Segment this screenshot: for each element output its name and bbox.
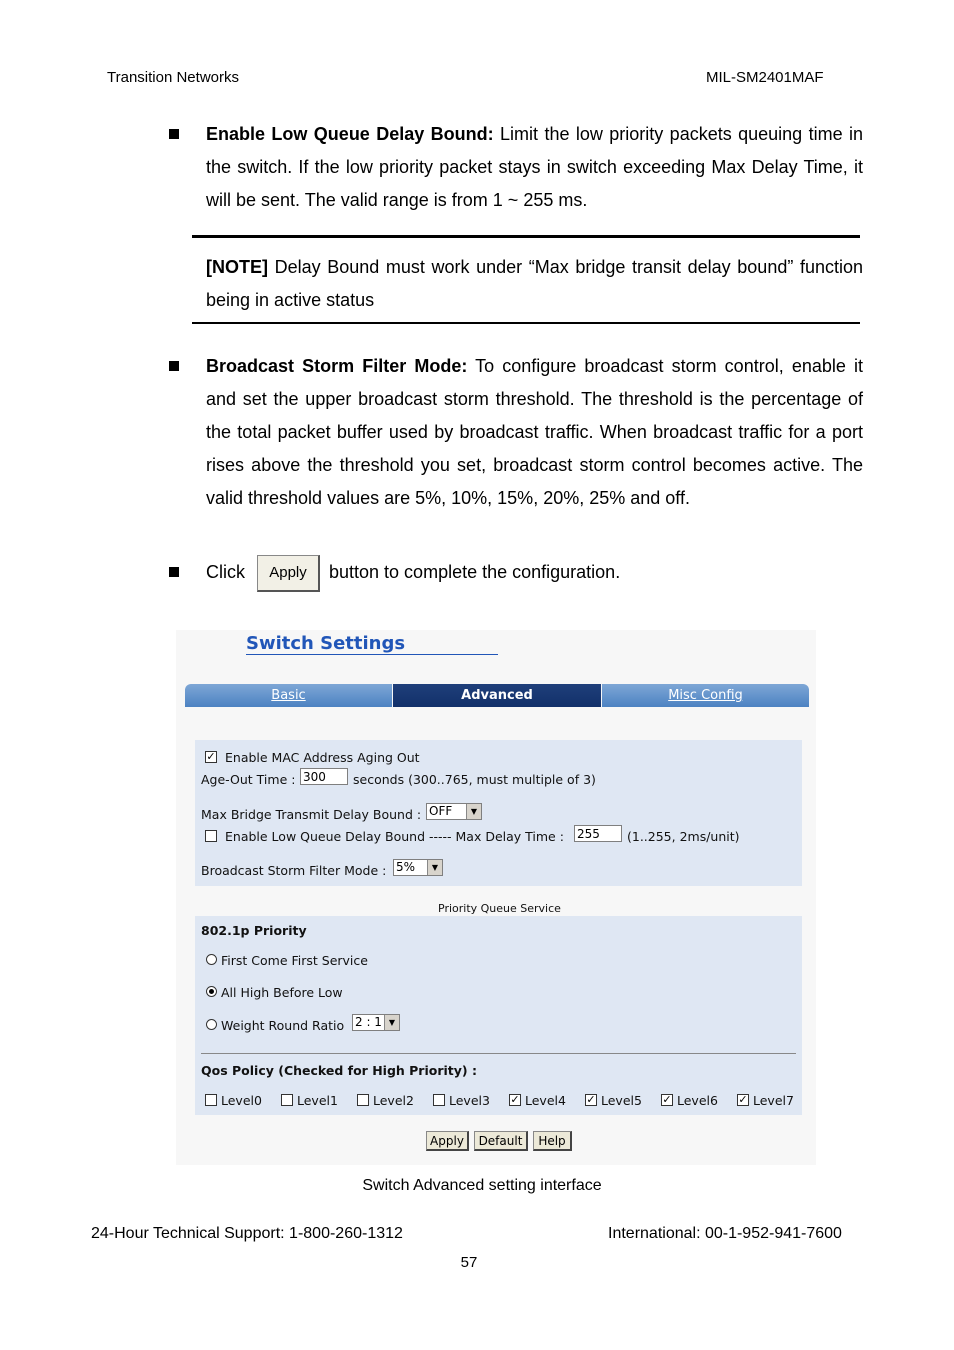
general-section: [195, 740, 802, 886]
high-before-low-label: All High Before Low: [221, 985, 343, 1000]
chevron-down-icon: ▼: [466, 804, 481, 819]
apply-button[interactable]: Apply: [426, 1131, 469, 1151]
level4-checkbox[interactable]: ✓: [510, 1093, 520, 1106]
divider: [201, 1053, 796, 1054]
age-out-hint: seconds (300..765, must multiple of 3): [353, 772, 596, 787]
broadcast-value: 5%: [396, 860, 416, 874]
tab-advanced[interactable]: Advanced: [393, 684, 601, 707]
level1-checkbox[interactable]: [281, 1094, 293, 1106]
tab-basic-link[interactable]: Basic: [271, 688, 306, 703]
age-out-input[interactable]: 300: [300, 768, 348, 785]
page-number: 57: [460, 1254, 478, 1271]
ratio-value: 2 : 1: [355, 1015, 382, 1029]
bullet-broadcast: [206, 350, 863, 515]
mac-aging-label: Enable MAC Address Aging Out: [225, 750, 420, 765]
weight-round-label: Weight Round Ratio: [221, 1018, 345, 1033]
mac-aging-checkbox[interactable]: ✓: [206, 750, 216, 763]
level3-checkbox[interactable]: [433, 1094, 445, 1106]
low-queue-label: Enable Low Queue Delay Bound ----- Max Delay Time :: [225, 829, 564, 844]
level7-checkbox[interactable]: ✓: [738, 1093, 748, 1106]
note: [206, 251, 863, 317]
tab-basic[interactable]: [185, 684, 392, 707]
broadcast-select[interactable]: [393, 859, 443, 876]
footer-international: International: 00-1-952-941-7600: [608, 1225, 842, 1242]
description: To configure broadcast storm control, enable it and set the upper broadcast storm threshold. The threshold is the percentage of the total packet buffer used by broadcast traffic. When broadcast traffic for a port rises above the threshold you set, broadcast storm control becomes active. The valid threshold values are 5%, 10%, 15%, 20%, 25% and off.: [206, 356, 863, 508]
level5-checkbox[interactable]: ✓: [586, 1093, 596, 1106]
fcfs-label: First Come First Service: [221, 953, 368, 968]
title-underline: [246, 654, 498, 655]
broadcast-label: Broadcast Storm Filter Mode :: [201, 863, 387, 878]
level3-label: Level3: [449, 1093, 490, 1108]
max-bridge-value: OFF: [429, 804, 453, 818]
bullet-icon: [169, 129, 179, 139]
description: Limit the low priority packets queuing time in the switch. If the low priority packet stays in switch exceeding Max Delay Time, it will be sent. The valid range is from 1 ~ 255 ms.: [206, 124, 863, 210]
level2-label: Level2: [373, 1093, 414, 1108]
header-right: MIL-SM2401MAF: [706, 69, 824, 86]
tab-misc-config-link[interactable]: Misc Config: [668, 688, 743, 703]
qos-heading: Qos Policy (Checked for High Priority) :: [201, 1063, 477, 1078]
tab-misc-config[interactable]: [602, 684, 809, 707]
level6-label: Level6: [677, 1093, 718, 1108]
age-out-label: Age-Out Time :: [201, 772, 296, 787]
weight-round-radio[interactable]: [206, 1019, 217, 1030]
fcfs-radio[interactable]: [206, 954, 217, 965]
level0-label: Level0: [221, 1093, 262, 1108]
max-delay-input[interactable]: 255: [574, 825, 622, 842]
apply-button-image: Apply: [257, 555, 320, 592]
level1-label: Level1: [297, 1093, 338, 1108]
level2-checkbox[interactable]: [357, 1094, 369, 1106]
page-title: Switch Settings: [246, 633, 406, 654]
default-button[interactable]: Default: [474, 1131, 528, 1151]
level7-label: Level7: [753, 1093, 794, 1108]
chevron-down-icon: ▼: [427, 860, 442, 875]
level4-label: Level4: [525, 1093, 566, 1108]
ratio-select[interactable]: [352, 1014, 400, 1031]
max-delay-hint: (1..255, 2ms/unit): [627, 829, 740, 844]
pqs-title: Priority Queue Service: [438, 902, 561, 915]
click-after: button to complete the configuration.: [329, 562, 621, 582]
bullet-low-queue: [206, 118, 863, 217]
priority-heading: 802.1p Priority: [201, 923, 307, 938]
figure-caption: Switch Advanced setting interface: [362, 1177, 602, 1194]
help-button[interactable]: Help: [533, 1131, 572, 1151]
term: Broadcast Storm Filter Mode:: [206, 356, 468, 376]
chevron-down-icon: ▼: [384, 1015, 399, 1030]
high-before-low-radio[interactable]: [206, 986, 217, 997]
switch-settings-screenshot: [176, 630, 816, 1165]
note-text: Delay Bound must work under “Max bridge transit delay bound” function being in active status: [206, 257, 863, 310]
note-bottom-rule: [192, 322, 860, 324]
level5-label: Level5: [601, 1093, 642, 1108]
note-label: [NOTE]: [206, 257, 268, 277]
level0-checkbox[interactable]: [205, 1094, 217, 1106]
max-bridge-select[interactable]: [426, 803, 482, 820]
level6-checkbox[interactable]: ✓: [662, 1093, 672, 1106]
max-bridge-label: Max Bridge Transmit Delay Bound :: [201, 807, 422, 822]
priority-section: [195, 916, 802, 1115]
term: Enable Low Queue Delay Bound:: [206, 124, 494, 144]
click-before: Click: [206, 562, 245, 582]
bullet-icon: [169, 567, 179, 577]
footer-support: 24-Hour Technical Support: 1-800-260-1312: [91, 1225, 403, 1242]
header-left: Transition Networks: [107, 69, 239, 86]
low-queue-checkbox[interactable]: [205, 830, 217, 842]
bullet-icon: [169, 361, 179, 371]
note-top-rule: [192, 235, 860, 238]
